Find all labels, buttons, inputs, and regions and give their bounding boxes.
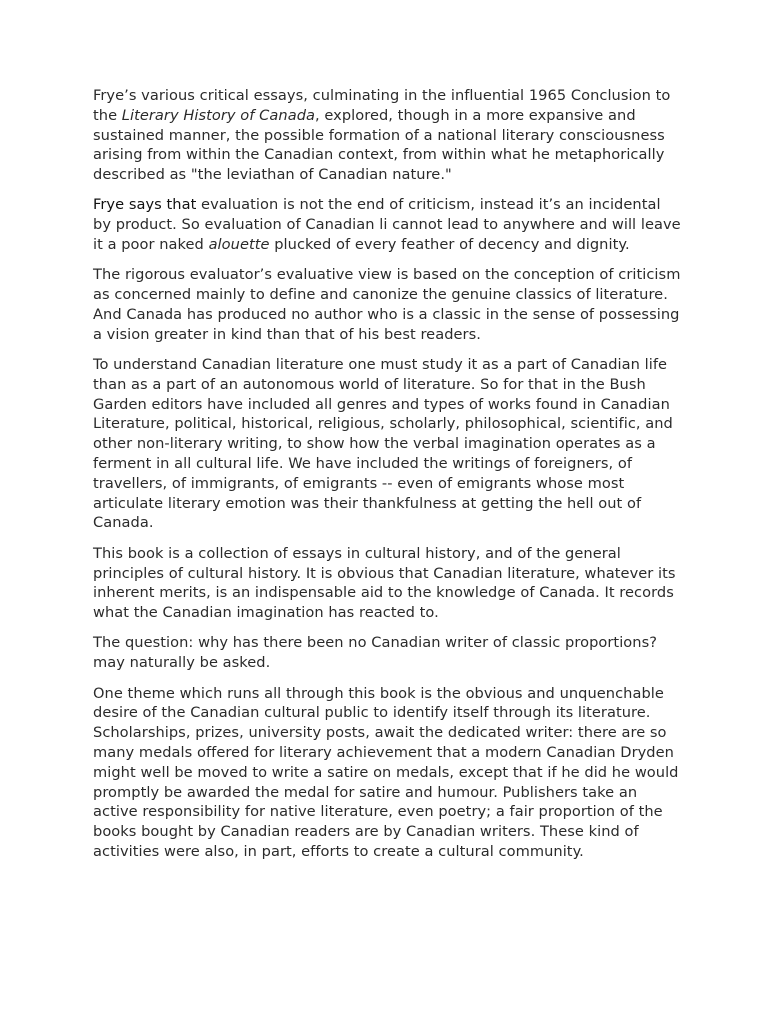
paragraph-1-text-b: , explored, though in a more expansive and sustained manner, the possible formation of a national literary consciousness arising from within the Canadian context, from within what he metaphorically described as "the leviathan of Canadian nature."	[93, 106, 665, 184]
paragraph-6: The question: why has there been no Canadian writer of classic proportions? may naturally be asked.	[93, 634, 658, 672]
document-body	[93, 86, 683, 872]
paragraph-1	[93, 86, 683, 185]
paragraph-1-text-a: Frye’s various critical essays, culminating in the influential 1965 Conclusion to the	[93, 87, 671, 124]
paragraph-7: One theme which runs all through this book is the obvious and unquenchable desire of the Canadian cultural public to identify itself through its literature. Scholarships, prizes, university posts, await the dedicated writer: there are so many medals offered for literary achievement that a modern Canadian Dryden might well be moved to write a satire on medals, except that if he did he would promptly be awarded the medal for satire and humour. Publishers take an active responsibility for native literature, even poetry; a fair proportion of the books bought by Canadian readers are by Canadian writers. These kind of activities were also, in part, efforts to create a cultural community.	[93, 684, 679, 860]
paragraph-2-lead: Frye says that	[93, 196, 197, 214]
paragraph-2-text-a: evaluation is not the end of criticism, instead it’s an incidental by product. So evaluation of Canadian li cannot lead to anywhere and will leave it a poor naked	[93, 196, 681, 254]
paragraph-2	[93, 195, 683, 254]
paragraph-1-italic-title: Literary History of Canada	[121, 106, 315, 124]
paragraph-2-italic-word: alouette	[208, 236, 270, 254]
paragraph-3: The rigorous evaluator’s evaluative view is based on the conception of criticism as concerned mainly to define and canonize the genuine classics of literature. And Canada has produced no author who is a classic in the sense of possessing a vision greater in kind than that of his best readers.	[93, 266, 681, 343]
paragraph-4: To understand Canadian literature one must study it as a part of Canadian life than as a part of an autonomous world of literature. So for that in the Bush Garden editors have included all genres and types of works found in Canadian Literature, political, historical, religious, scholarly, philosophical, scientific, and other non-literary writing, to show how the verbal imagination operates as a ferment in all cultural life. We have included the writings of foreigners, of travellers, of immigrants, of emigrants -- even of emigrants whose most articulate literary emotion was their thankfulness at getting the hell out of Canada.	[93, 356, 673, 532]
paragraph-2-text-b: plucked of every feather of decency and dignity.	[269, 236, 630, 254]
paragraph-5: This book is a collection of essays in cultural history, and of the general principles of cultural history. It is obvious that Canadian literature, whatever its inherent merits, is an indispensable aid to the knowledge of Canada. It records what the Canadian imagination has reacted to.	[93, 544, 676, 622]
